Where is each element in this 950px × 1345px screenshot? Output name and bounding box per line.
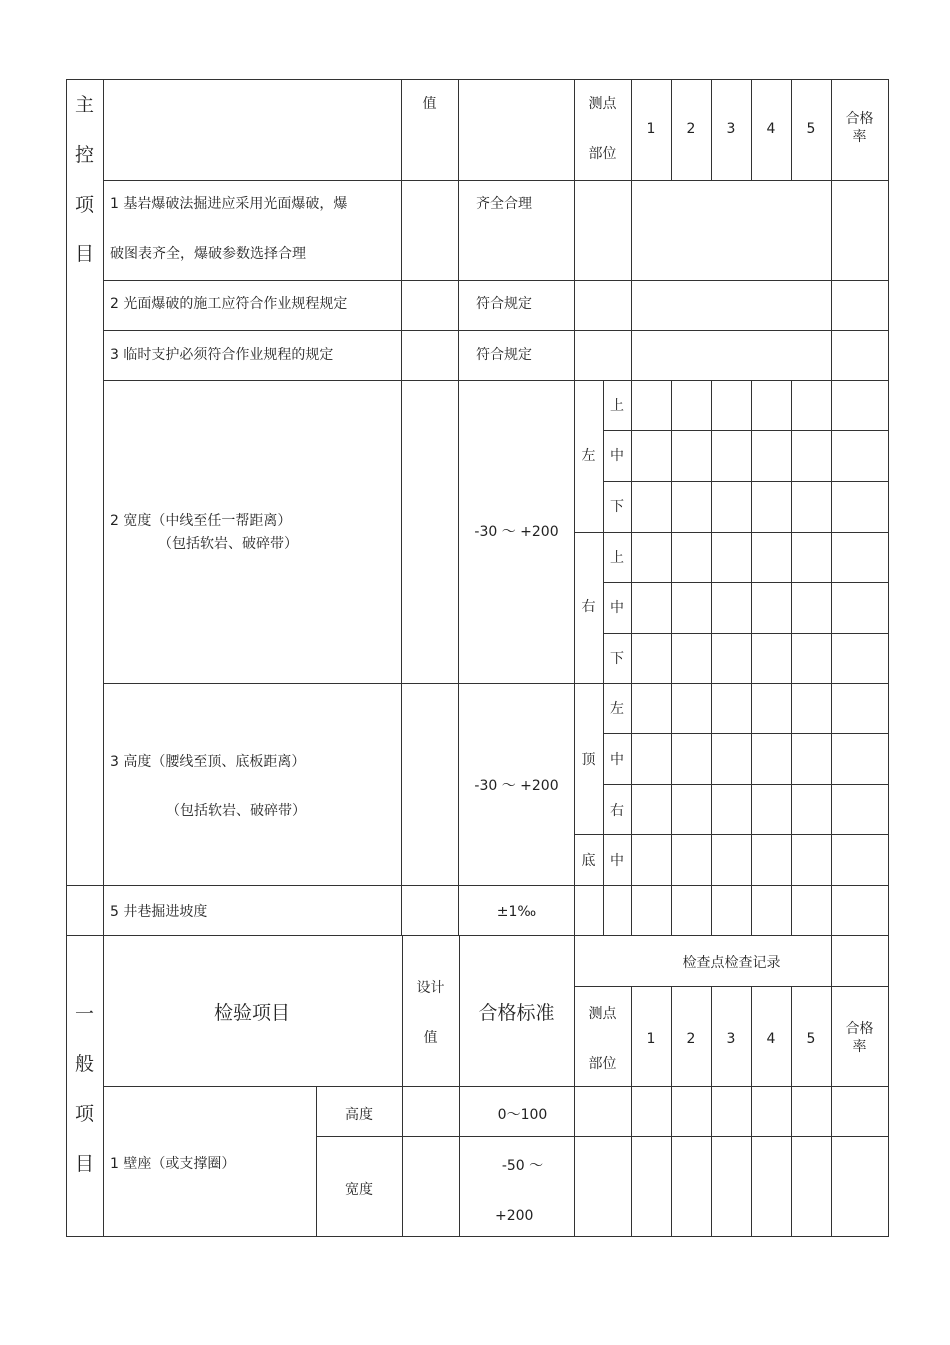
item-text: 3 临时支护必须符合作业规程的规定 [110,347,334,363]
grid-line [66,935,889,936]
general-section-label-char: 目 [74,1153,94,1175]
grid-line [103,180,889,181]
item-text: 2 宽度（中线至任一帮距离） [110,513,292,529]
position-label: 中 [610,448,624,464]
pass-rate-header: 率 [852,1039,867,1055]
item-text: （包括软岩、破碎带） [166,803,306,819]
standard-text: -30 ～ +200 [474,778,559,794]
point-header: 部位 [588,1056,617,1072]
grid-line [603,481,889,482]
position-label: 上 [610,550,624,566]
grid-line [574,986,889,987]
position-label: 中 [610,853,624,869]
position-label: 左 [610,701,624,717]
standard-text: -30 ～ +200 [474,524,559,540]
col-header-5: 5 [806,1031,816,1047]
grid-line [831,79,832,1236]
grid-line [631,79,632,280]
item-text: （包括软岩、破碎带） [158,536,298,552]
grid-line [671,986,672,1236]
grid-line [66,885,889,886]
main-section-label-char: 目 [74,243,94,265]
grid-line [603,633,889,634]
sub-item-label: 高度 [345,1107,373,1123]
value-header: 值 [422,96,437,112]
standard-header: 合格标准 [478,1002,555,1024]
grid-line [888,79,889,1236]
inspect-item-header: 检验项目 [213,1002,290,1024]
col-header-3: 3 [726,121,736,137]
record-title: 检查点检查记录 [682,955,781,971]
grid-line [574,532,889,533]
position-label: 右 [610,803,624,819]
standard-text: 符合规定 [476,296,532,312]
item-text: 1 基岩爆破法掘进应采用光面爆破，爆 [110,196,348,212]
side-label: 底 [581,853,596,869]
grid-line [751,986,752,1236]
grid-line [103,280,889,281]
sub-item-label: 宽度 [345,1182,373,1198]
grid-line [631,280,632,380]
grid-line [603,733,889,734]
main-section-label-char: 项 [74,194,94,216]
col-header-2: 2 [686,1031,696,1047]
side-label: 右 [581,599,596,615]
col-header-5: 5 [806,121,816,137]
grid-line [751,380,752,935]
grid-line [671,380,672,935]
grid-line [103,330,889,331]
general-section-label-char: 一 [74,1003,94,1025]
col-header-4: 4 [766,121,776,137]
standard-text: 符合规定 [476,347,532,363]
grid-line [459,935,460,1236]
point-header: 部位 [588,146,617,162]
position-label: 中 [610,600,624,616]
pass-rate-header: 率 [852,129,867,145]
col-header-1: 1 [646,121,656,137]
pass-rate-header: 合格 [845,111,874,127]
grid-line [603,430,889,431]
col-header-1: 1 [646,1031,656,1047]
side-label: 顶 [581,752,596,768]
grid-line [458,79,459,935]
grid-line [66,1236,889,1237]
design-value-header: 值 [423,1030,438,1046]
standard-text: -50 ～ [501,1158,544,1174]
position-label: 中 [610,752,624,768]
grid-line [711,986,712,1236]
position-label: 上 [610,398,624,414]
grid-line [791,380,792,935]
grid-line [631,380,632,935]
main-section-label-char: 控 [74,144,94,166]
grid-line [103,1086,889,1087]
grid-line [103,79,104,1236]
general-section-label-char: 般 [74,1053,94,1075]
grid-line [103,380,889,381]
standard-text: 齐全合理 [476,196,532,212]
general-section-label-char: 项 [74,1103,94,1125]
point-header: 测点 [588,96,617,112]
item-text: 破图表齐全，爆破参数选择合理 [110,246,306,262]
col-header-2: 2 [686,121,696,137]
grid-line [791,986,792,1236]
grid-line [103,683,889,684]
item-text: 5 井巷掘进坡度 [110,904,208,920]
standard-text: ±1‰ [496,904,537,920]
col-header-4: 4 [766,1031,776,1047]
grid-line [401,79,402,935]
position-label: 下 [610,499,624,515]
grid-line [711,380,712,935]
pass-rate-header: 合格 [845,1021,874,1037]
main-section-label-char: 主 [74,94,94,116]
grid-line [574,834,889,835]
point-header: 测点 [588,1006,617,1022]
grid-line [66,79,889,80]
grid-line [631,986,632,1236]
position-label: 下 [610,651,624,667]
side-label: 左 [581,448,596,464]
item-text: 1 壁座（或支撑圈） [110,1156,236,1172]
item-text: 3 高度（腰线至顶、底板距离） [110,754,306,770]
item-text: 2 光面爆破的施工应符合作业规程规定 [110,296,348,312]
grid-line [603,582,889,583]
grid-line [603,784,889,785]
col-header-3: 3 [726,1031,736,1047]
standard-text: 0～100 [497,1107,548,1123]
standard-text: +200 [495,1208,534,1224]
design-value-header: 设计 [416,980,445,996]
